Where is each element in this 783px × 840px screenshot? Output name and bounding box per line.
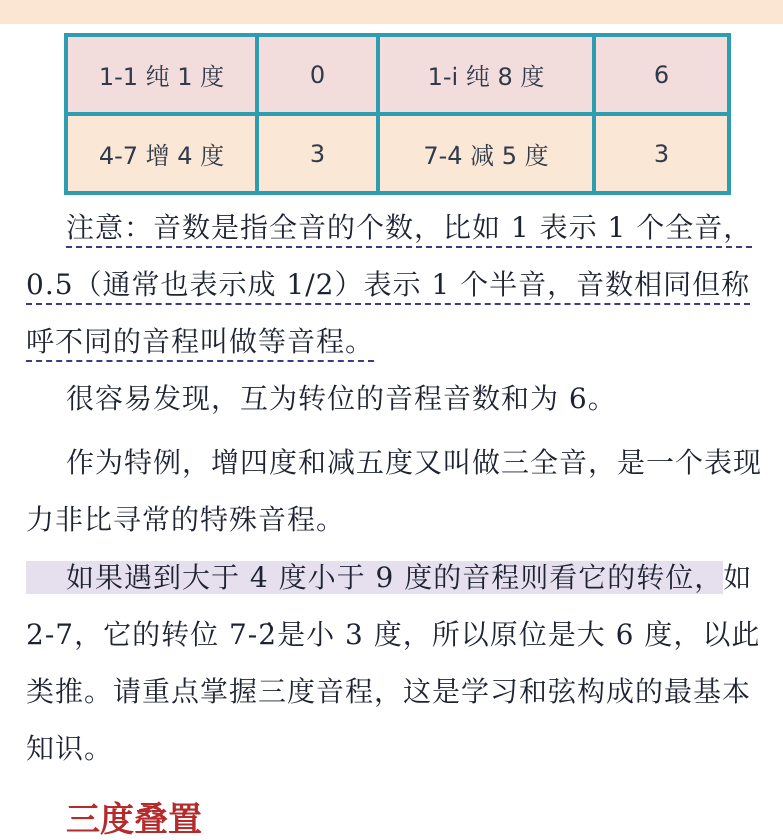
interval-cell: 1-1 纯 1 度: [66, 35, 257, 114]
table-row: [66, 35, 729, 114]
rule-highlight-text: 如果遇到大于 4 度小于 9 度的音程则看它的转位，: [66, 561, 724, 594]
table-row: [66, 114, 729, 193]
inversion-paragraph: [26, 370, 766, 427]
semitone-count-cell: 3: [594, 114, 729, 193]
interval-cell: 1-i̇ 纯 8 度: [378, 35, 594, 114]
tritone-paragraph: [26, 434, 766, 548]
note-paragraph: [26, 199, 766, 370]
note-text: 注意：音数是指全音的个数，比如 1 表示 1 个全音，0.5（通常也表示成 1/2）表示 1 个半音，音数相同但称呼不同的音程叫做等音程。: [26, 211, 752, 362]
rule-text: 如 2-7，它的转位 7-2̇是小 3 度，所以原位是大 6 度，以此类推。请重点掌握三度音程，这是学习和弦构成的最基本知识。: [26, 561, 761, 765]
inversion-text: 很容易发现，互为转位的音程音数和为 6。: [66, 382, 617, 415]
top-band: [0, 0, 783, 24]
semitone-count-cell: 6: [594, 35, 729, 114]
interval-cell: 7-4̇ 减 5 度: [378, 114, 594, 193]
section-heading: 三度叠置: [66, 800, 202, 840]
tritone-text: 作为特例，增四度和减五度又叫做三全音，是一个表现力非比寻常的特殊音程。: [26, 446, 763, 536]
interval-table: [64, 33, 731, 195]
semitone-count-cell: 0: [257, 35, 378, 114]
rule-paragraph: [26, 549, 766, 777]
interval-cell: 4-7 增 4 度: [66, 114, 257, 193]
semitone-count-cell: 3: [257, 114, 378, 193]
